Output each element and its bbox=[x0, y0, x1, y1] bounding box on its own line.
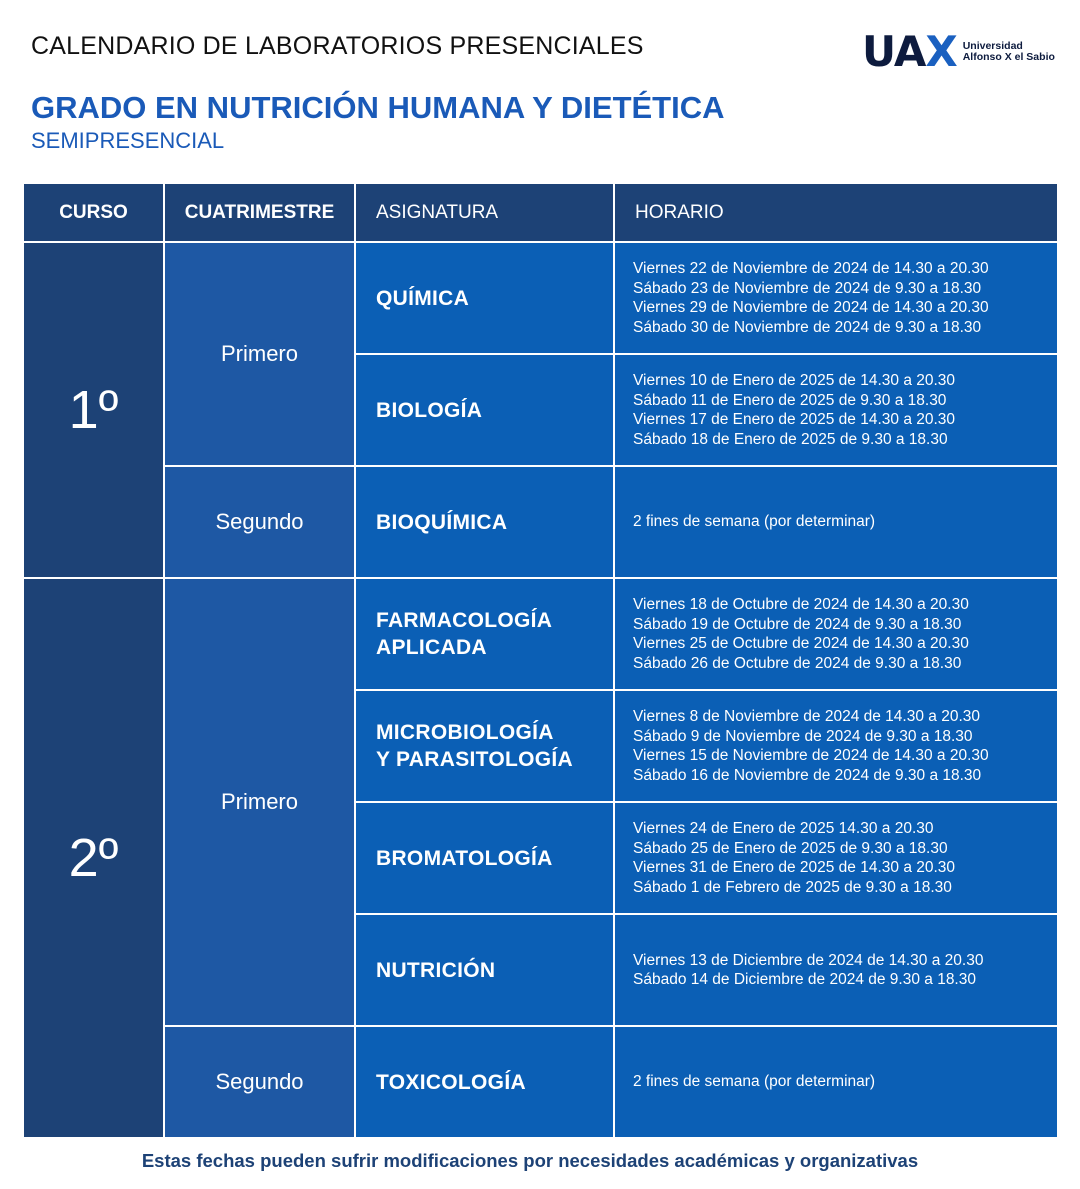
column-header-curso: CURSO bbox=[24, 184, 163, 241]
degree-title: GRADO EN NUTRICIÓN HUMANA Y DIETÉTICA bbox=[31, 90, 725, 125]
cuatrimestre-cell: Segundo bbox=[165, 467, 354, 577]
subject-cell: FARMACOLOGÍA APLICADA bbox=[356, 579, 613, 689]
logo-text: Universidad Alfonso X el Sabio bbox=[962, 40, 1055, 63]
subject-cell: BIOQUÍMICA bbox=[356, 467, 613, 577]
column-header-horario: HORARIO bbox=[615, 184, 1057, 241]
column-header-cuatrimestre: CUATRIMESTRE bbox=[165, 184, 354, 241]
subject-cell: MICROBIOLOGÍA Y PARASITOLOGÍA bbox=[356, 691, 613, 801]
schedule-cell: Viernes 18 de Octubre de 2024 de 14.30 a 20.30 Sábado 19 de Octubre de 2024 de 9.30 a 18.30 Viernes 25 de Octubre de 2024 de 14.30 a 20.30 Sábado 26 de Octubre de 2024 de 9.30 a 18.30 bbox=[615, 579, 1057, 689]
page-title: CALENDARIO DE LABORATORIOS PRESENCIALES bbox=[31, 32, 644, 60]
schedule-cell: Viernes 22 de Noviembre de 2024 de 14.30 a 20.30 Sábado 23 de Noviembre de 2024 de 9.30 a 18.30 Viernes 29 de Noviembre de 2024 de 14.30 a 20.30 Sábado 30 de Noviembre de 2024 de 9.30 a 18.30 bbox=[615, 243, 1057, 353]
schedule-cell: 2 fines de semana (por determinar) bbox=[615, 467, 1057, 577]
schedule-cell: Viernes 8 de Noviembre de 2024 de 14.30 a 20.30 Sábado 9 de Noviembre de 2024 de 9.30 a 18.30 Viernes 15 de Noviembre de 2024 de 14.30 a 20.30 Sábado 16 de Noviembre de 2024 de 9.30 a 18.30 bbox=[615, 691, 1057, 801]
subject-cell: QUÍMICA bbox=[356, 243, 613, 353]
curso-cell: 2º bbox=[24, 579, 163, 1137]
schedule-cell: 2 fines de semana (por determinar) bbox=[615, 1027, 1057, 1137]
schedule-table bbox=[24, 184, 1057, 1132]
footer-note: Estas fechas pueden sufrir modificaciones por necesidades académicas y organizativas bbox=[141, 1150, 919, 1171]
subject-cell: NUTRICIÓN bbox=[356, 915, 613, 1025]
schedule-cell: Viernes 13 de Diciembre de 2024 de 14.30 a 20.30 Sábado 14 de Diciembre de 2024 de 9.30 a 18.30 bbox=[615, 915, 1057, 1025]
logo-mark: UAX bbox=[862, 27, 957, 76]
schedule-cell: Viernes 10 de Enero de 2025 de 14.30 a 20.30 Sábado 11 de Enero de 2025 de 9.30 a 18.30 Viernes 17 de Enero de 2025 de 14.30 a 20.30 Sábado 18 de Enero de 2025 de 9.30 a 18.30 bbox=[615, 355, 1057, 465]
modality-subtitle: SEMIPRESENCIAL bbox=[31, 128, 225, 153]
uax-logo bbox=[862, 27, 1055, 76]
subject-cell: BIOLOGÍA bbox=[356, 355, 613, 465]
schedule-cell: Viernes 24 de Enero de 2025 14.30 a 20.30 Sábado 25 de Enero de 2025 de 9.30 a 18.30 Viernes 31 de Enero de 2025 de 14.30 a 20.30 Sábado 1 de Febrero de 2025 de 9.30 a 18.30 bbox=[615, 803, 1057, 913]
column-header-asignatura: ASIGNATURA bbox=[356, 184, 613, 241]
subject-cell: TOXICOLOGÍA bbox=[356, 1027, 613, 1137]
cuatrimestre-cell: Primero bbox=[165, 243, 354, 465]
cuatrimestre-cell: Primero bbox=[165, 579, 354, 1025]
curso-cell: 1º bbox=[24, 243, 163, 577]
cuatrimestre-cell: Segundo bbox=[165, 1027, 354, 1137]
subject-cell: BROMATOLOGÍA bbox=[356, 803, 613, 913]
